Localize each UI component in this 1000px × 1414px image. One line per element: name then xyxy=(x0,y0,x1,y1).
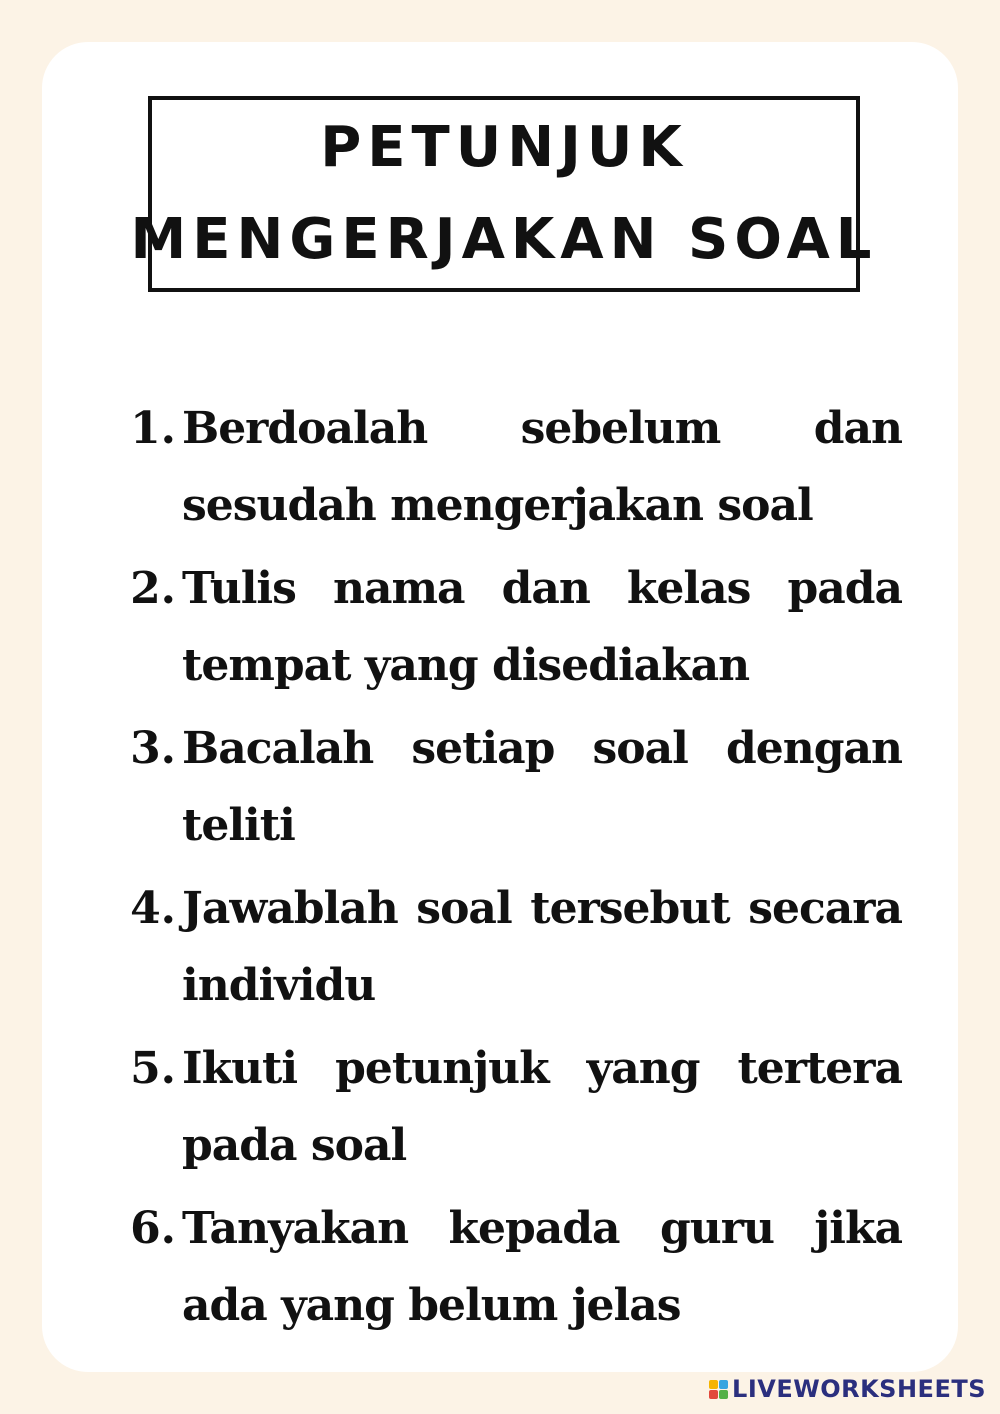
item-text: Ikuti petunjuk yang tertera pada soal xyxy=(182,1043,902,1171)
item-number: 2. xyxy=(130,563,176,614)
title-line-2: MENGERJAKAN SOAL xyxy=(130,207,878,272)
item-number: 4. xyxy=(130,883,176,934)
liveworksheets-link[interactable] xyxy=(709,1376,986,1402)
item-number: 5. xyxy=(130,1043,176,1094)
worksheet-card xyxy=(42,42,958,1372)
item-number: 6. xyxy=(130,1203,176,1254)
instruction-list xyxy=(122,390,902,1350)
title-line-1: PETUNJUK xyxy=(320,115,688,180)
list-item xyxy=(122,870,902,1024)
item-text: Jawablah soal tersebut secara individu xyxy=(182,883,902,1011)
item-text: Bacalah setiap soal dengan teliti xyxy=(182,723,902,851)
liveworksheets-logo-icon xyxy=(709,1380,728,1399)
item-text: Berdoalah sebelum dan sesudah mengerjakan soal xyxy=(182,403,902,531)
logo-square-icon xyxy=(709,1390,718,1399)
item-number: 1. xyxy=(130,403,176,454)
item-text: Tulis nama dan kelas pada tempat yang disediakan xyxy=(182,563,902,691)
list-item xyxy=(122,1190,902,1344)
brand-text: LIVEWORKSHEETS xyxy=(732,1375,986,1403)
item-text: Tanyakan kepada guru jika ada yang belum jelas xyxy=(182,1203,902,1331)
title-box xyxy=(130,96,878,292)
list-item xyxy=(122,1030,902,1184)
list-item xyxy=(122,550,902,704)
logo-square-icon xyxy=(709,1380,718,1389)
list-item xyxy=(122,710,902,864)
logo-square-icon xyxy=(719,1380,728,1389)
logo-square-icon xyxy=(719,1390,728,1399)
item-number: 3. xyxy=(130,723,176,774)
list-item xyxy=(122,390,902,544)
